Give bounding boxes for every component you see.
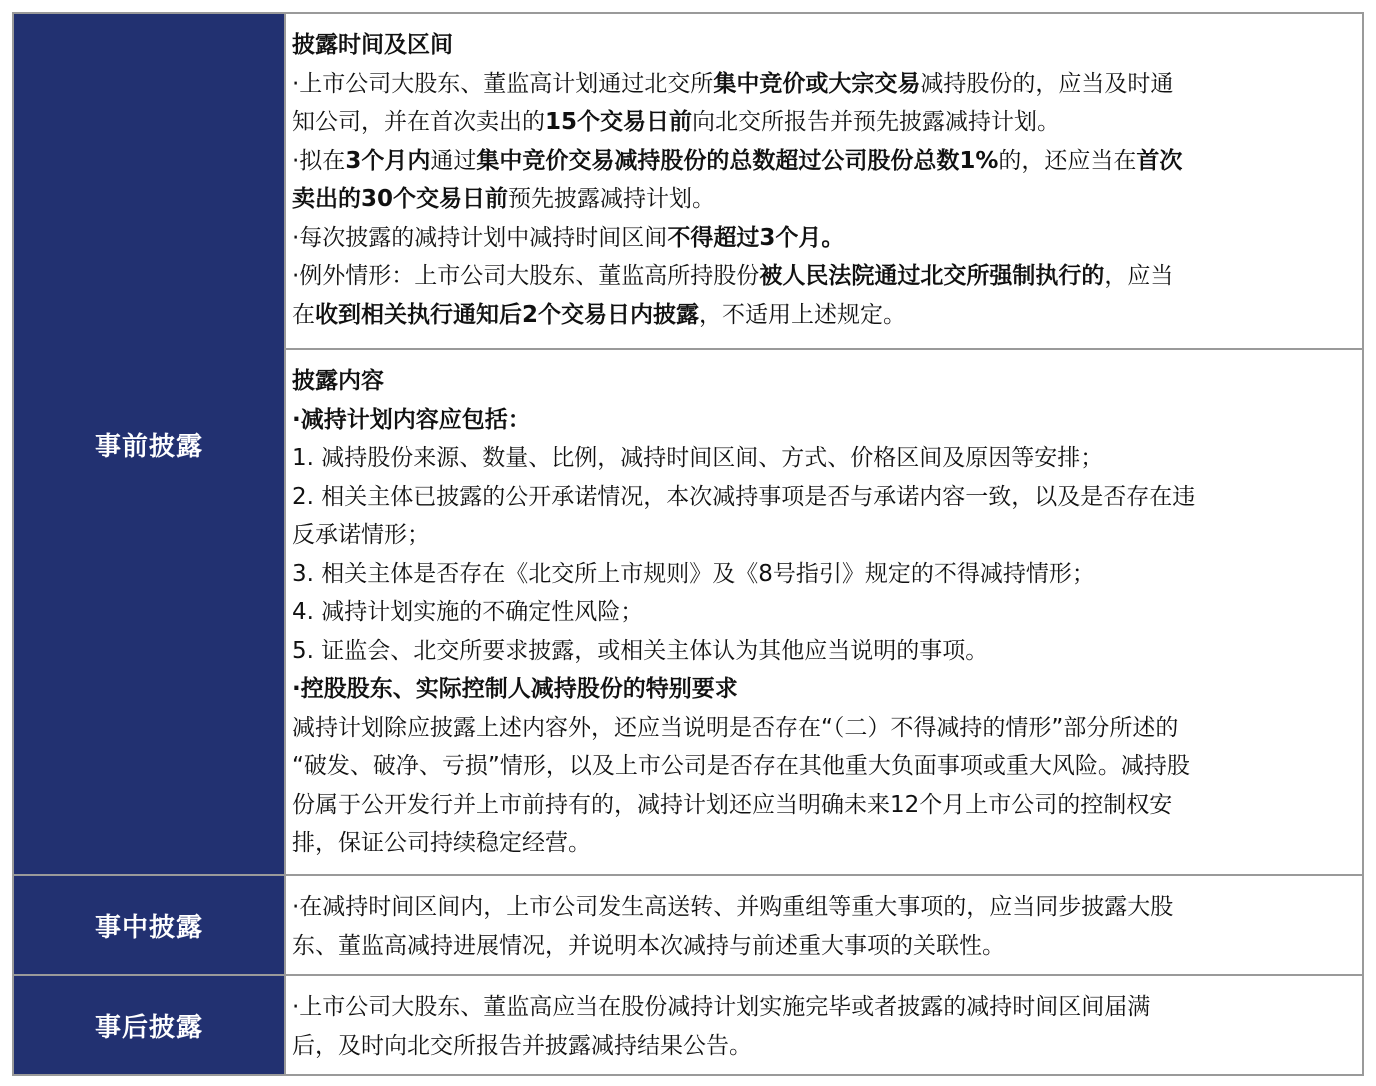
section-heading: 披露时间及区间: [292, 32, 453, 58]
row-label-during-disclosure: 事中披露: [13, 875, 285, 975]
post-disclosure-cell: [285, 975, 1363, 1075]
text-line: 份属于公开发行并上市前持有的，减持计划还应当明确未来12个月上市公司的控制权安: [292, 791, 1173, 818]
disclosure-content-cell: [285, 349, 1363, 875]
text-line: ·上市公司大股东、董监高计划通过北交所集中竞价或大宗交易减持股份的，应当及时通: [292, 70, 1174, 97]
subheading: ·控股股东、实际控制人减持股份的特别要求: [292, 676, 738, 702]
text-line: ·上市公司大股东、董监高应当在股份减持计划实施完毕或者披露的减持时间区间届满: [292, 994, 1151, 1020]
during-disclosure-cell: [285, 875, 1363, 975]
disclosure-table: [12, 12, 1364, 1076]
row-label-post-disclosure: 事后披露: [13, 975, 285, 1075]
text-line: ·在减持时间区间内，上市公司发生高送转、并购重组等重大事项的，应当同步披露大股: [292, 894, 1174, 920]
text-line: 卖出的30个交易日前预先披露减持计划。: [292, 186, 716, 212]
row-label-pre-disclosure: 事前披露: [13, 13, 285, 875]
text-line: 知公司，并在首次卖出的15个交易日前向北交所报告并预先披露减持计划。: [292, 109, 1061, 135]
section-heading: 披露内容: [292, 368, 384, 394]
text-line: 后，及时向北交所报告并披露减持结果公告。: [292, 1032, 752, 1059]
list-item: 3. 相关主体是否存在《北交所上市规则》及《8号指引》规定的不得减持情形；: [292, 560, 1095, 587]
text-line: ·拟在3个月内通过集中竞价交易减持股份的总数超过公司股份总数1%的，还应当在首次: [292, 147, 1183, 174]
list-item: 反承诺情形；: [292, 522, 430, 548]
list-item: 5. 证监会、北交所要求披露，或相关主体认为其他应当说明的事项。: [292, 637, 989, 664]
disclosure-time-cell: [285, 13, 1363, 349]
text-line: 在收到相关执行通知后2个交易日内披露，不适用上述规定。: [292, 301, 907, 328]
text-line: ·每次披露的减持计划中减持时间区间不得超过3个月。: [292, 224, 845, 251]
list-item: 4. 减持计划实施的不确定性风险；: [292, 599, 644, 625]
list-item: 2. 相关主体已披露的公开承诺情况，本次减持事项是否与承诺内容一致，以及是否存在违: [292, 483, 1196, 510]
text-line: ·例外情形：上市公司大股东、董监高所持股份被人民法院通过北交所强制执行的，应当: [292, 263, 1174, 289]
list-item: 1. 减持股份来源、数量、比例，减持时间区间、方式、价格区间及原因等安排；: [292, 445, 1104, 471]
text-line: 减持计划除应披露上述内容外，还应当说明是否存在“（二）不得减持的情形”部分所述的: [292, 714, 1179, 741]
text-line: “破发、破净、亏损”情形，以及上市公司是否存在其他重大负面事项或重大风险。减持股: [292, 753, 1190, 779]
text-line: 排，保证公司持续稳定经营。: [292, 830, 591, 856]
subheading: ·减持计划内容应包括：: [292, 406, 531, 433]
text-line: 东、董监高减持进展情况，并说明本次减持与前述重大事项的关联性。: [292, 932, 1005, 959]
